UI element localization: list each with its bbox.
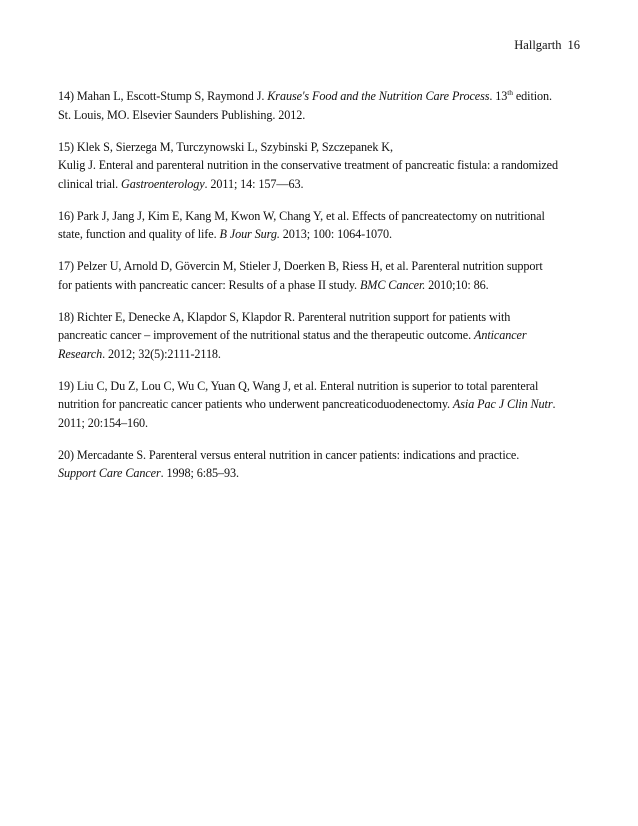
reference-line [58, 87, 588, 106]
reference-number: 17) [58, 259, 74, 273]
reference-line [58, 446, 588, 465]
header-author: Hallgarth [514, 38, 562, 52]
reference-title-italic: BMC Cancer. [359, 277, 426, 292]
reference-line [58, 414, 588, 433]
reference-line [58, 308, 588, 327]
reference-entry [58, 207, 588, 244]
reference-text: . [552, 397, 556, 411]
reference-line [58, 345, 588, 364]
reference-line [58, 156, 588, 175]
reference-number: 15) [58, 139, 74, 154]
reference-text: pancreatic cancer – improvement of the nutritional status and the therapeutic outcome. [58, 328, 475, 342]
reference-text: St. Louis, MO. Elsevier Saunders Publishing. 2012. [58, 107, 306, 122]
reference-number: 16) [58, 208, 74, 223]
reference-line [58, 257, 588, 276]
reference-title-italic: Anticancer [474, 328, 527, 342]
reference-text: 2013; 100: 1064-1070. [279, 227, 392, 241]
reference-text: Mahan L, Escott-Stump S, Raymond J. [73, 89, 268, 103]
reference-text: state, function and quality of life. [58, 227, 220, 241]
reference-text: nutrition for pancreatic cancer patients who underwent pancreaticoduodenectomy. [58, 397, 453, 411]
reference-text: . 2012; 32(5):2111-2118. [102, 346, 221, 361]
reference-entry [58, 446, 588, 483]
reference-text: Mercadante S. Parenteral versus enteral nutrition in cancer patients: indications and practice. [73, 447, 520, 462]
page-header [514, 38, 580, 53]
reference-title-italic: Krause's Food and the Nutrition Care Process [267, 89, 490, 103]
reference-text: edition. [512, 89, 552, 103]
reference-entry [58, 308, 588, 364]
reference-entry [58, 87, 588, 124]
reference-text: Liu C, Du Z, Lou C, Wu C, Yuan Q, Wang J, et al. Enteral nutrition is superior to total parenteral [73, 378, 539, 393]
reference-text: 2010;10: 86. [425, 277, 489, 292]
reference-line [58, 326, 588, 345]
reference-entry [58, 257, 588, 294]
reference-text: . 2011; 14: 157—63. [204, 176, 304, 191]
reference-text: 2011; 20:154–160. [58, 415, 148, 430]
reference-title-italic: Support Care Cancer [58, 466, 161, 480]
reference-line [58, 225, 588, 244]
reference-line [58, 138, 588, 157]
reference-number: 19) [58, 378, 74, 393]
reference-list [58, 87, 588, 496]
reference-text: Park J, Jang J, Kim E, Kang M, Kwon W, Chang Y, et al. Effects of pancreatectomy on nutritional [73, 208, 545, 223]
reference-text: Richter E, Denecke A, Klapdor S, Klapdor R. Parenteral nutrition support for patients with [73, 309, 511, 324]
reference-title-italic: B Jour Surg. [219, 227, 280, 241]
reference-text: Kulig J. Enteral and parenteral nutrition in the conservative treatment of pancreatic fistula: a randomized [58, 158, 558, 172]
reference-line [58, 377, 588, 396]
reference-entry [58, 377, 588, 433]
ordinal-superscript: th [507, 87, 513, 97]
reference-text: . 1998; 6:85–93. [160, 466, 239, 480]
reference-number: 18) [58, 309, 74, 324]
reference-text: clinical trial. [58, 176, 122, 191]
reference-title-italic: Asia Pac J Clin Nutr [452, 397, 553, 411]
reference-line [58, 175, 588, 194]
reference-line [58, 464, 588, 483]
reference-text: . 13 [489, 89, 508, 103]
reference-line [58, 207, 588, 226]
reference-entry [58, 138, 588, 194]
reference-title-italic: Research [58, 346, 103, 361]
reference-text: Pelzer U, Arnold D, Gövercin M, Stieler J, Doerken B, Riess H, et al. Parenteral nutrition support [73, 259, 543, 273]
reference-text: for patients with pancreatic cancer: Results of a phase II study. [58, 277, 360, 292]
header-page-number: 16 [567, 38, 580, 52]
reference-line [58, 395, 588, 414]
reference-number: 14) [58, 89, 74, 103]
reference-line [58, 106, 588, 125]
reference-title-italic: Gastroenterology [121, 176, 205, 191]
reference-line [58, 276, 588, 295]
reference-text: Klek S, Sierzega M, Turczynowski L, Szybinski P, Szczepanek K, [73, 139, 393, 154]
reference-number: 20) [58, 447, 74, 462]
